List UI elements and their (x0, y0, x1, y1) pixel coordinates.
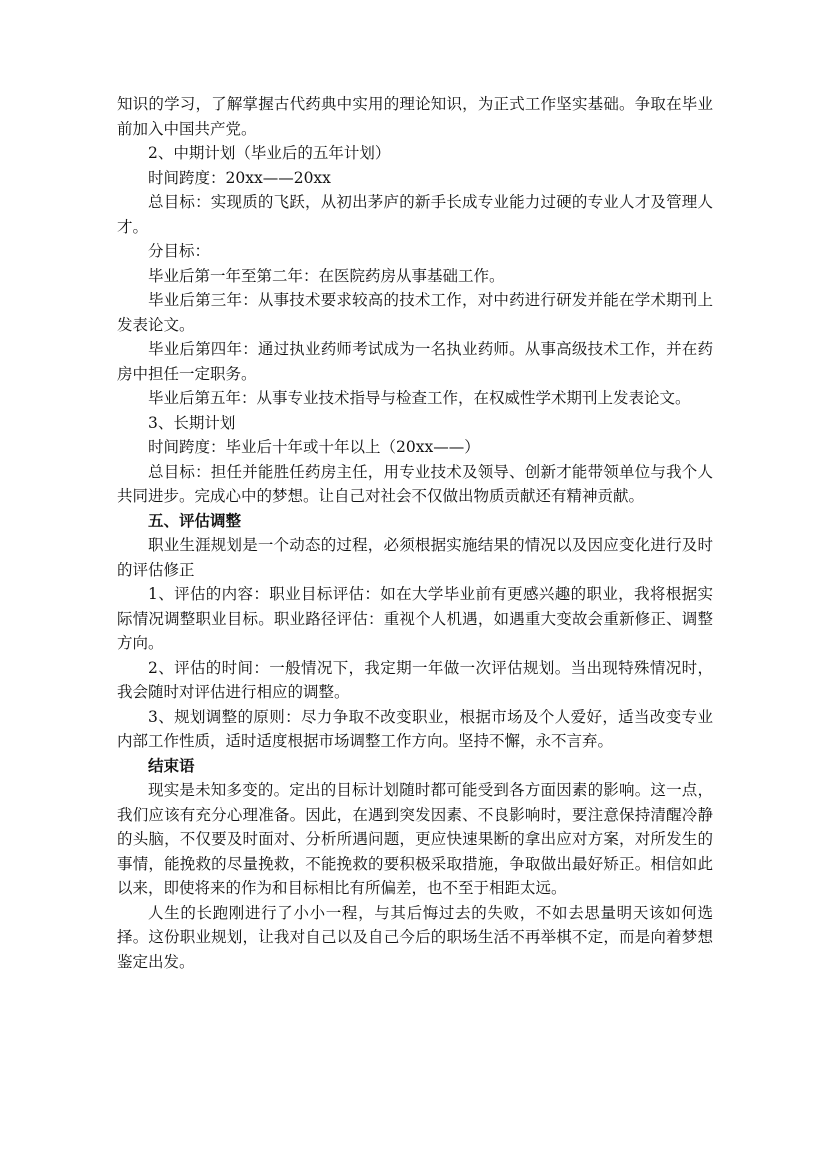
sub-goal-year-5: 毕业后第五年：从事专业技术指导与检查工作，在权威性学术期刊上发表论文。 (148, 389, 691, 407)
conclusion-paragraph-1: 现实是未知多变的。定出的目标计划随时都可能受到各方面因素的影响。这一点，我们应该有充分心理准备。因此，在遇到突发因素、不良影响时，要注意保持清醒冷静的头脑，不仅要及时面对、分析所遇问题，更应快速果断的拿出应对方案，对所发生的事情，能挽救的尽量挽救，不能挽救的要积极采取措施，争取做出最好矫正。相信如此以来，即使将来的作为和目标相比有所偏差，也不至于相距太远。 (117, 781, 713, 897)
long-term-time-span: 时间跨度：毕业后十年或十年以上（20xx——） (148, 438, 480, 456)
evaluation-content: 1、评估的内容：职业目标评估：如在大学毕业前有更感兴趣的职业，我将根据实际情况调整职业目标。职业路径评估：重视个人机遇，如遇重大变故会重新修正、调整方向。 (117, 585, 713, 652)
mid-term-time-span: 时间跨度：20xx——20xx (148, 168, 331, 187)
evaluation-intro: 职业生涯规划是一个动态的过程，必须根据实施结果的情况以及因应变化进行及时的评估修正 (117, 536, 713, 579)
conclusion-paragraph-2: 人生的长跑刚进行了小小一程，与其后悔过去的失败，不如去思量明天该如何选择。这份职业规划，让我对自己以及自己今后的职场生活不再举棋不定，而是向着梦想鉴定出发。 (117, 903, 713, 971)
mid-term-plan-heading: 2、中期计划（毕业后的五年计划） (148, 144, 391, 162)
paragraph-study-knowledge: 知识的学习，了解掌握古代药典中实用的理论知识，为正式工作坚实基础。争取在毕业前加入中国共产党。 (117, 95, 713, 138)
section-heading-evaluation: 五、评估调整 (148, 511, 242, 530)
long-term-overall-goal: 总目标：担任并能胜任药房主任，用专业技术及领导、创新才能带领单位与我个人共同进步。完成心中的梦想。让自己对社会不仅做出物质贡献还有精神贡献。 (117, 462, 713, 505)
sub-goal-year-4: 毕业后第四年：通过执业药师考试成为一名执业药师。从事高级技术工作，并在药房中担任一定职务。 (117, 340, 713, 383)
document-page (117, 92, 713, 974)
sub-goals-label: 分目标： (148, 242, 211, 260)
section-heading-conclusion: 结束语 (148, 756, 195, 775)
adjustment-principles: 3、规划调整的原则：尽力争取不改变职业，根据市场及个人爱好，适当改变专业内部工作性质，适时适度根据市场调整工作方向。坚持不懈，永不言弃。 (117, 707, 713, 750)
mid-term-overall-goal: 总目标：实现质的飞跃，从初出茅庐的新手长成专业能力过硬的专业人才及管理人才。 (117, 193, 713, 236)
evaluation-time: 2、评估的时间：一般情况下，我定期一年做一次评估规划。当出现特殊情况时，我会随时对评估进行相应的调整。 (117, 658, 713, 701)
long-term-plan-heading: 3、长期计划 (148, 413, 236, 432)
sub-goal-year-3: 毕业后第三年：从事技术要求较高的技术工作，对中药进行研发并能在学术期刊上发表论文。 (117, 291, 713, 334)
sub-goal-year-1-2: 毕业后第一年至第二年：在医院药房从事基础工作。 (148, 266, 505, 285)
